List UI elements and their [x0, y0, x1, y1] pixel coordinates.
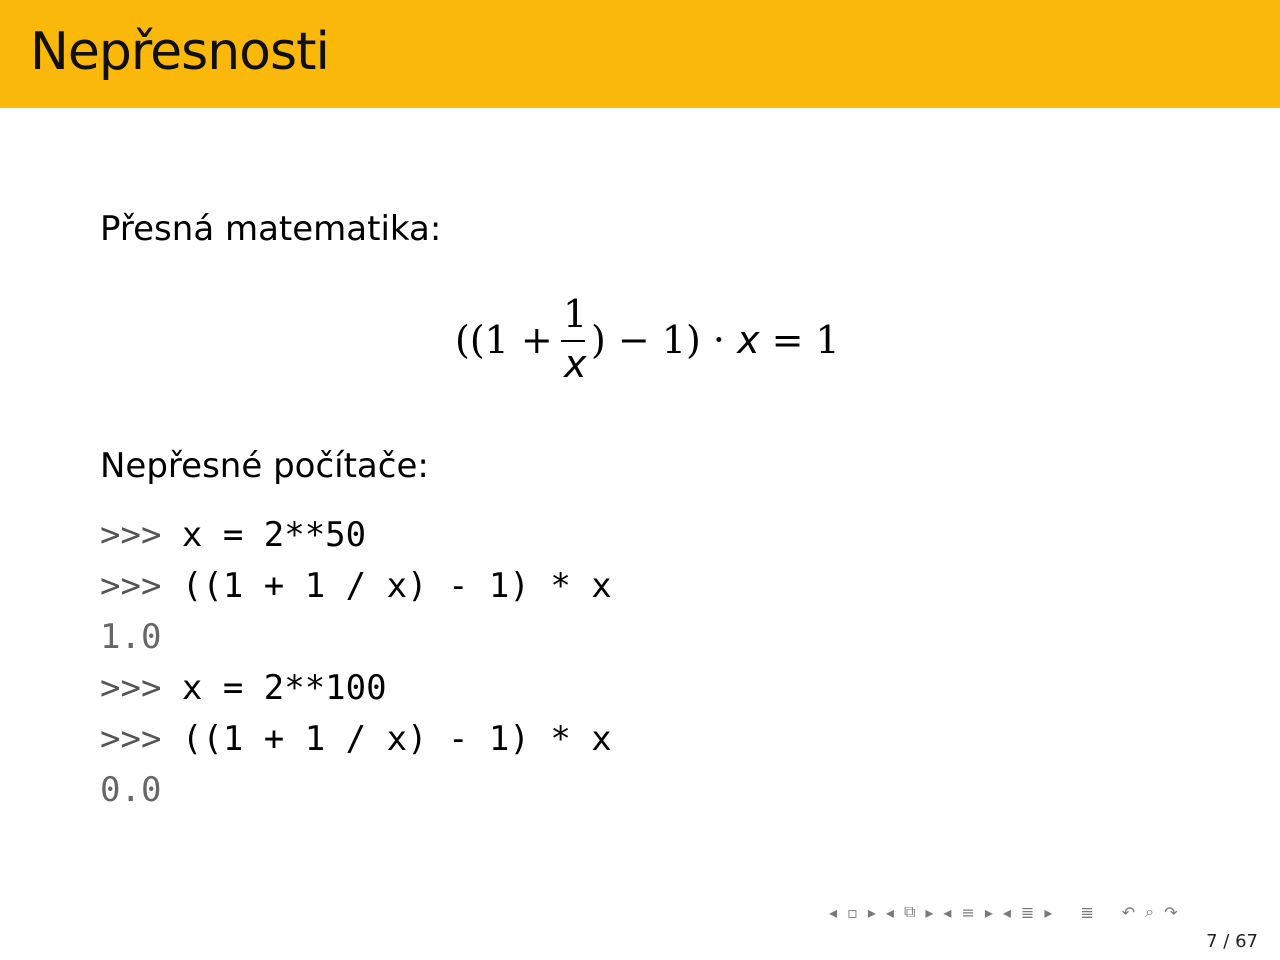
code-prompt: >>>: [100, 566, 182, 606]
subsection-prev-icon[interactable]: ◂: [885, 902, 894, 922]
code-prompt: >>>: [100, 515, 182, 555]
beamer-navigation: [826, 900, 1181, 924]
code-text: ((1 + 1 / x) - 1) * x: [181, 566, 612, 606]
formula-tail: = 1: [759, 318, 840, 362]
code-prompt: >>>: [100, 668, 182, 708]
doc-prev-icon[interactable]: ◂: [1002, 902, 1011, 922]
section-icon[interactable]: ≡: [961, 902, 975, 922]
section-prev-icon[interactable]: ◂: [943, 902, 952, 922]
formula-right-text: ) − 1) ·: [591, 318, 738, 362]
code-line: [100, 612, 612, 663]
back-icon[interactable]: ↶: [1121, 902, 1136, 922]
code-output: 0.0: [100, 770, 162, 810]
code-text: x = 2**50: [181, 515, 367, 555]
formula-x: x: [737, 318, 760, 362]
doc-next-icon[interactable]: ▸: [1044, 902, 1053, 922]
code-output: 1.0: [100, 617, 162, 657]
frame-prev-icon[interactable]: ◂: [829, 902, 838, 922]
formula-numerator: 1: [563, 292, 588, 336]
formula-right: [591, 318, 840, 362]
code-line: [100, 714, 612, 765]
slide-header: [0, 0, 1280, 108]
formula-left: ((1 +: [455, 318, 553, 362]
code-line: [100, 765, 612, 816]
frame-icon[interactable]: ▫: [847, 902, 858, 922]
formula-denominator: x: [564, 342, 587, 386]
appendix-icon[interactable]: ≣: [1080, 902, 1094, 922]
forward-icon[interactable]: ↷: [1164, 902, 1178, 922]
code-text: ((1 + 1 / x) - 1) * x: [181, 719, 612, 759]
subsection-icon[interactable]: ⧉: [903, 902, 916, 921]
frame-next-icon[interactable]: ▸: [867, 902, 876, 922]
code-text: x = 2**100: [181, 668, 387, 708]
formula: [455, 292, 840, 387]
code-prompt: >>>: [100, 719, 182, 759]
inexact-computers-label: Nepřesné počítače:: [100, 446, 429, 486]
code-block: [100, 510, 612, 816]
search-icon[interactable]: ⌕: [1145, 902, 1155, 921]
slide-title: Nepřesnosti: [30, 22, 329, 82]
exact-math-label: Přesná matematika:: [100, 209, 442, 249]
doc-icon[interactable]: ≣: [1020, 902, 1035, 922]
page-number: 7 / 67: [1206, 931, 1258, 952]
code-line: [100, 663, 612, 714]
code-line: [100, 561, 612, 612]
section-next-icon[interactable]: ▸: [984, 902, 993, 922]
subsection-next-icon[interactable]: ▸: [925, 902, 934, 922]
code-line: [100, 510, 612, 561]
